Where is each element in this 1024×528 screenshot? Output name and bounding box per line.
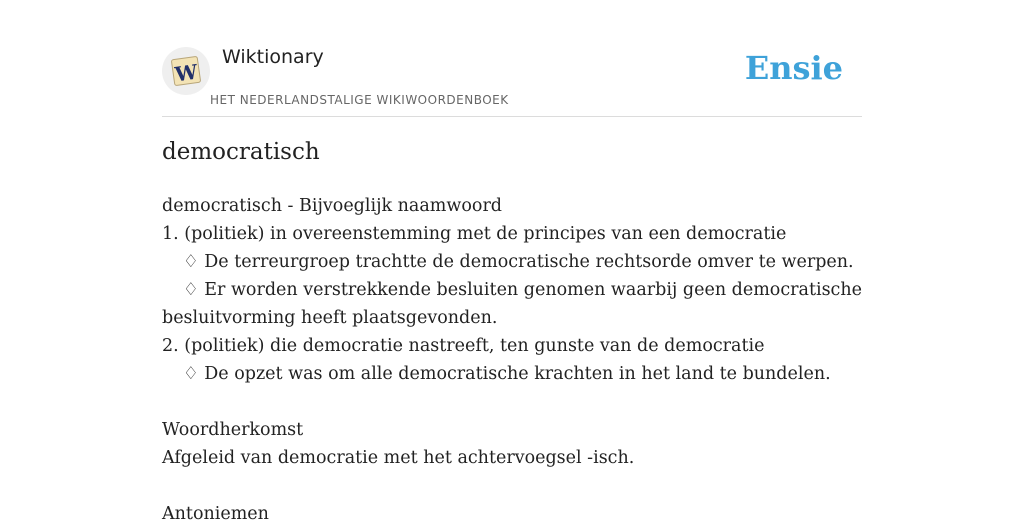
part-of-speech-line: democratisch - Bijvoeglijk naamwoord [162,196,503,216]
wiktionary-logo-icon[interactable] [162,47,210,95]
entry-content [162,192,862,528]
etymology-text: Afgeleid van democratie met het achtervoegsel -isch. [162,448,635,468]
site-header [162,40,862,117]
etymology-heading: Woordherkomst [162,420,304,440]
spacer [162,388,862,416]
site-name[interactable]: Wiktionary [222,46,324,68]
svg-text:W: W [173,59,200,87]
usage-example: ♢ Er worden verstrekkende besluiten genomen waarbij geen democratische besluitvorming heeft plaatsgevonden. [162,280,862,328]
sense-definition: 2. (politiek) die democratie nastreeft, ten gunste van de democratie [162,336,765,356]
spacer [162,472,862,500]
page-title: democratisch [162,139,320,165]
usage-example: ♢ De terreurgroep trachtte de democratische rechtsorde omver te werpen. [183,252,854,272]
site-tagline: HET NEDERLANDSTALIGE WIKIWOORDENBOEK [210,93,509,107]
usage-example: ♢ De opzet was om alle democratische krachten in het land te bundelen. [183,364,831,384]
ensie-brand-link[interactable]: Ensie [744,49,843,87]
sense-definition: 1. (politiek) in overeenstemming met de principes van een democratie [162,224,787,244]
antonyms-heading: Antoniemen [162,504,269,524]
